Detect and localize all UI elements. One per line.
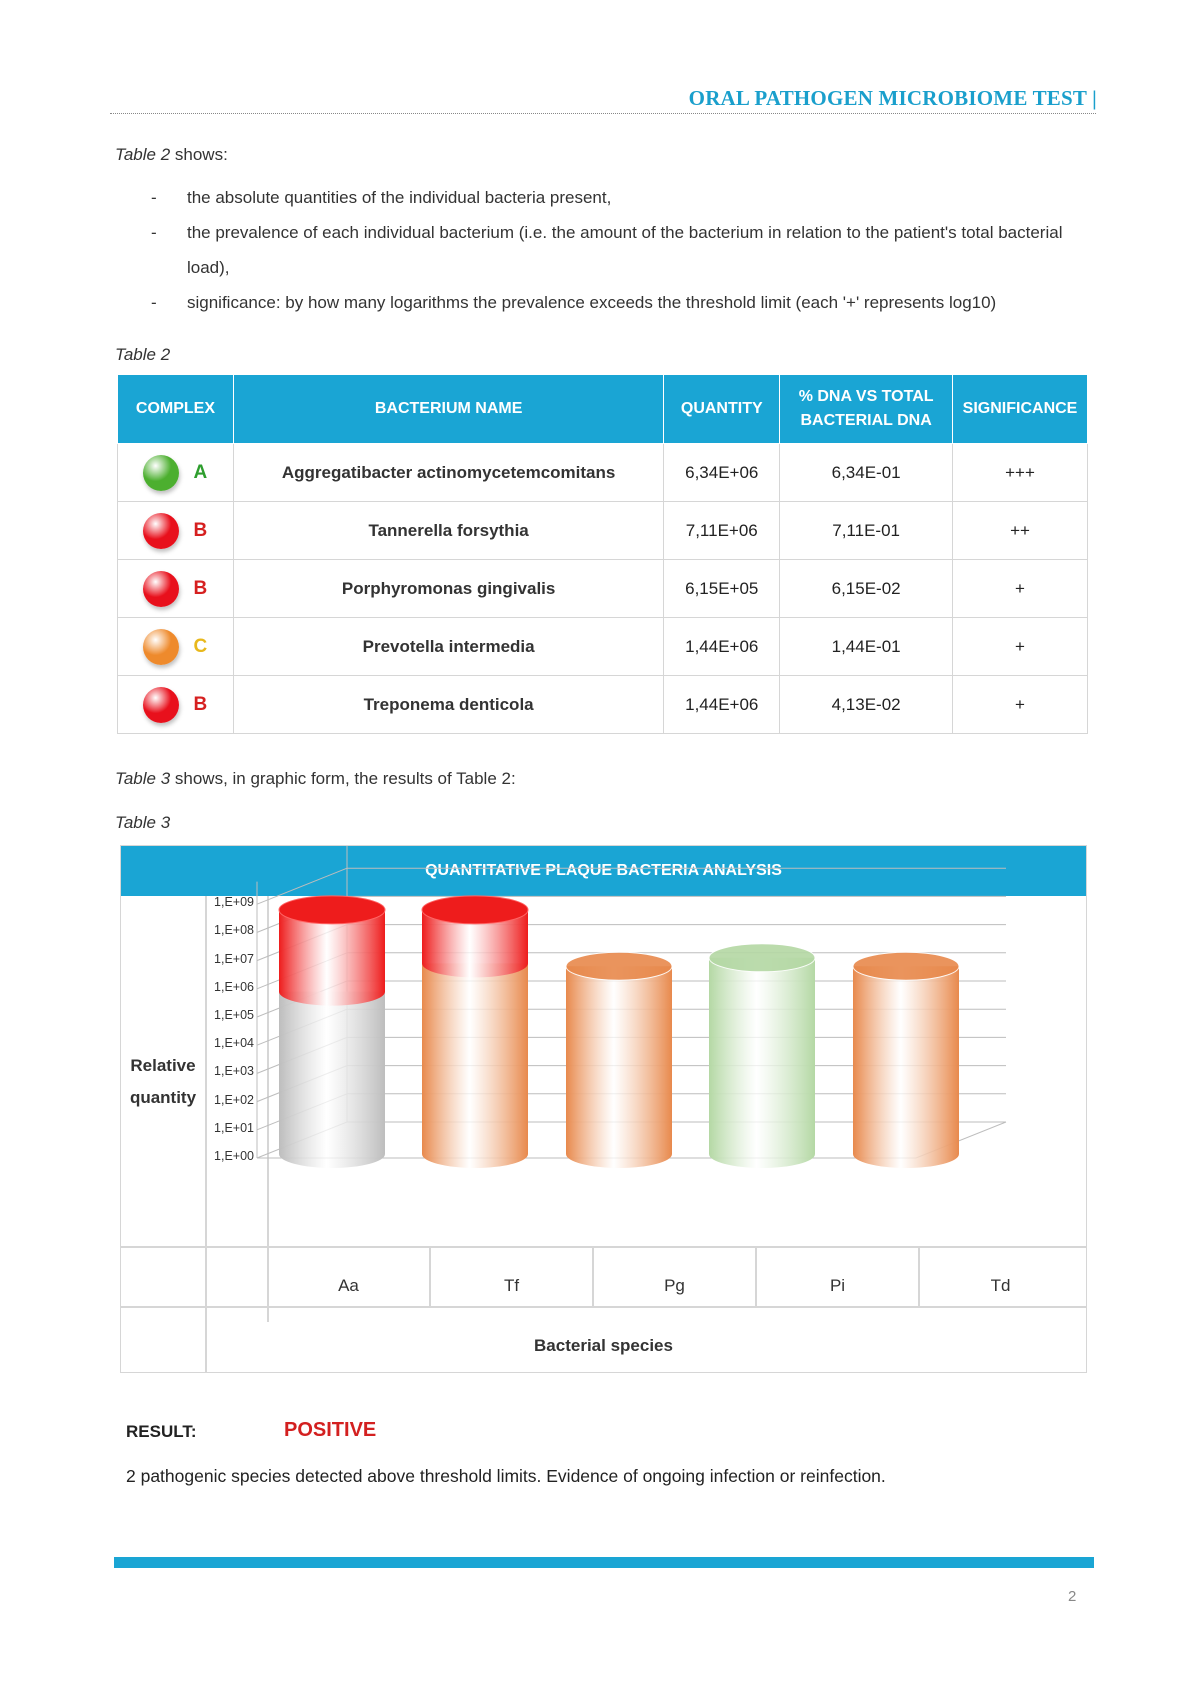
col-header-dna: [780, 375, 953, 444]
x-tick-label: Td: [990, 1276, 1011, 1295]
result-value: POSITIVE: [284, 1419, 377, 1441]
complex-letter: B: [193, 693, 208, 715]
result-label: RESULT:: [126, 1422, 197, 1441]
y-tick-label: 1,E+02: [214, 1092, 254, 1107]
dna-percent-cell: 6,34E-01: [780, 444, 953, 502]
significance-cell: +++: [953, 444, 1088, 502]
bacterium-name: Porphyromonas gingivalis: [233, 560, 663, 618]
y-tick-label: 1,E+03: [214, 1064, 254, 1079]
y-tick-label: 1,E+06: [214, 979, 254, 994]
list-item: - the prevalence of each individual bacterium (i.e. the amount of the bacterium in relation to the patient's total bacterial load),: [115, 215, 1100, 285]
complex-ball-icon: [143, 687, 179, 723]
bacterium-name: Prevotella intermedia: [233, 618, 663, 676]
table-row: [118, 444, 1088, 502]
bacteria-table: [117, 374, 1088, 734]
col-header-significance: SIGNIFICANCE: [953, 375, 1088, 444]
complex-cell: [118, 618, 234, 676]
dna-percent-cell: 7,11E-01: [780, 502, 953, 560]
bacterium-name: Treponema denticola: [233, 676, 663, 734]
col-header-dna-line1: % DNA VS TOTAL: [798, 388, 934, 405]
dna-percent-cell: 6,15E-02: [780, 560, 953, 618]
significance-cell: +: [953, 560, 1088, 618]
table-row: [118, 618, 1088, 676]
table-header-row: [118, 375, 1088, 444]
chart-title: QUANTITATIVE PLAQUE BACTERIA ANALYSIS: [121, 846, 1086, 896]
complex-letter: B: [193, 577, 208, 599]
bar-pi-base: [709, 958, 815, 1168]
table-row: [118, 676, 1088, 734]
quantity-cell: 6,15E+05: [664, 560, 780, 618]
col-header-name: BACTERIUM NAME: [233, 375, 663, 444]
y-tick-label: 1,E+08: [214, 923, 254, 938]
bar-aa-cap: [279, 896, 385, 924]
bar-pg-cap: [566, 952, 672, 980]
x-tick-label: Pg: [664, 1276, 685, 1295]
intro-table-ref: Table 2: [115, 145, 171, 164]
col-header-quantity: QUANTITY: [664, 375, 780, 444]
complex-cell: [118, 502, 234, 560]
intro-text: shows:: [170, 145, 228, 164]
bar-tf-base: [422, 963, 528, 1168]
y-tick-label: 1,E+05: [214, 1008, 254, 1022]
significance-cell: +: [953, 618, 1088, 676]
complex-cell: [118, 676, 234, 734]
col-header-complex: COMPLEX: [118, 375, 234, 444]
table-row: [118, 502, 1088, 560]
table3-intro-ref: Table 3: [115, 769, 171, 788]
y-tick-label: 1,E+09: [214, 895, 254, 910]
complex-indicator: [118, 513, 233, 549]
table-row: [118, 560, 1088, 618]
y-tick-label: 1,E+00: [214, 1149, 254, 1163]
bacterium-name: Tannerella forsythia: [233, 502, 663, 560]
quantity-cell: 1,44E+06: [664, 618, 780, 676]
complex-ball-icon: [143, 629, 179, 665]
complex-indicator: [118, 687, 233, 723]
list-item: - significance: by how many logarithms the prevalence exceeds the threshold limit (each '+' represents log10): [115, 285, 1100, 320]
bacterium-name: Aggregatibacter actinomycetemcomitans: [233, 444, 663, 502]
complex-cell: [118, 560, 234, 618]
grid-divider: [121, 1306, 1086, 1308]
y-axis-title-line1: Relative: [130, 1056, 196, 1075]
x-axis-title: Bacterial species: [534, 1336, 673, 1355]
bar-chart: [121, 846, 1088, 1246]
complex-ball-icon: [143, 571, 179, 607]
table-body: [118, 444, 1088, 734]
x-tick-label: Aa: [338, 1276, 359, 1295]
explanation-list: [115, 180, 1100, 320]
bar-td-base: [853, 966, 959, 1168]
y-tick-label: 1,E+07: [214, 951, 254, 966]
bacteria-chart-table: [120, 845, 1087, 1373]
complex-letter: B: [193, 519, 208, 541]
header-divider: [110, 113, 1096, 114]
complex-indicator: [118, 455, 233, 491]
y-tick-label: 1,E+01: [214, 1120, 254, 1135]
x-tick-label: Tf: [503, 1276, 520, 1295]
complex-indicator: [118, 629, 233, 665]
table3-intro-line: [115, 769, 516, 789]
quantity-cell: 1,44E+06: [664, 676, 780, 734]
bar-aa-base: [279, 992, 385, 1168]
table3-label: Table 3: [115, 813, 171, 832]
dna-percent-cell: 4,13E-02: [780, 676, 953, 734]
complex-ball-icon: [143, 513, 179, 549]
table3-intro-text: shows, in graphic form, the results of Table 2:: [170, 769, 516, 788]
quantity-cell: 7,11E+06: [664, 502, 780, 560]
complex-cell: [118, 444, 234, 502]
x-tick-label: Pi: [829, 1276, 846, 1295]
y-axis-title-line2: quantity: [129, 1088, 197, 1107]
intro-line: [115, 145, 228, 165]
grid-divider: [121, 1246, 1086, 1248]
complex-ball-icon: [143, 455, 179, 491]
bar-pg-base: [566, 966, 672, 1168]
page-number: 2: [1068, 1588, 1077, 1605]
list-item: - the absolute quantities of the individual bacteria present,: [115, 180, 1100, 215]
significance-cell: ++: [953, 502, 1088, 560]
bar-td-cap: [853, 952, 959, 980]
complex-letter: A: [193, 461, 208, 483]
complex-letter: C: [193, 635, 208, 657]
result-text: 2 pathogenic species detected above threshold limits. Evidence of ongoing infection or reinfection.: [126, 1466, 886, 1486]
report-title: ORAL PATHOGEN MICROBIOME TEST |: [688, 86, 1097, 110]
footer-bar: [114, 1557, 1094, 1568]
significance-cell: +: [953, 676, 1088, 734]
quantity-cell: 6,34E+06: [664, 444, 780, 502]
table2-label: Table 2: [115, 345, 171, 364]
bar-tf-cap: [422, 896, 528, 924]
complex-indicator: [118, 571, 233, 607]
bar-pi-cap: [709, 944, 815, 972]
dna-percent-cell: 1,44E-01: [780, 618, 953, 676]
col-header-dna-line2: BACTERIAL DNA: [800, 412, 932, 429]
y-tick-label: 1,E+04: [214, 1036, 254, 1051]
